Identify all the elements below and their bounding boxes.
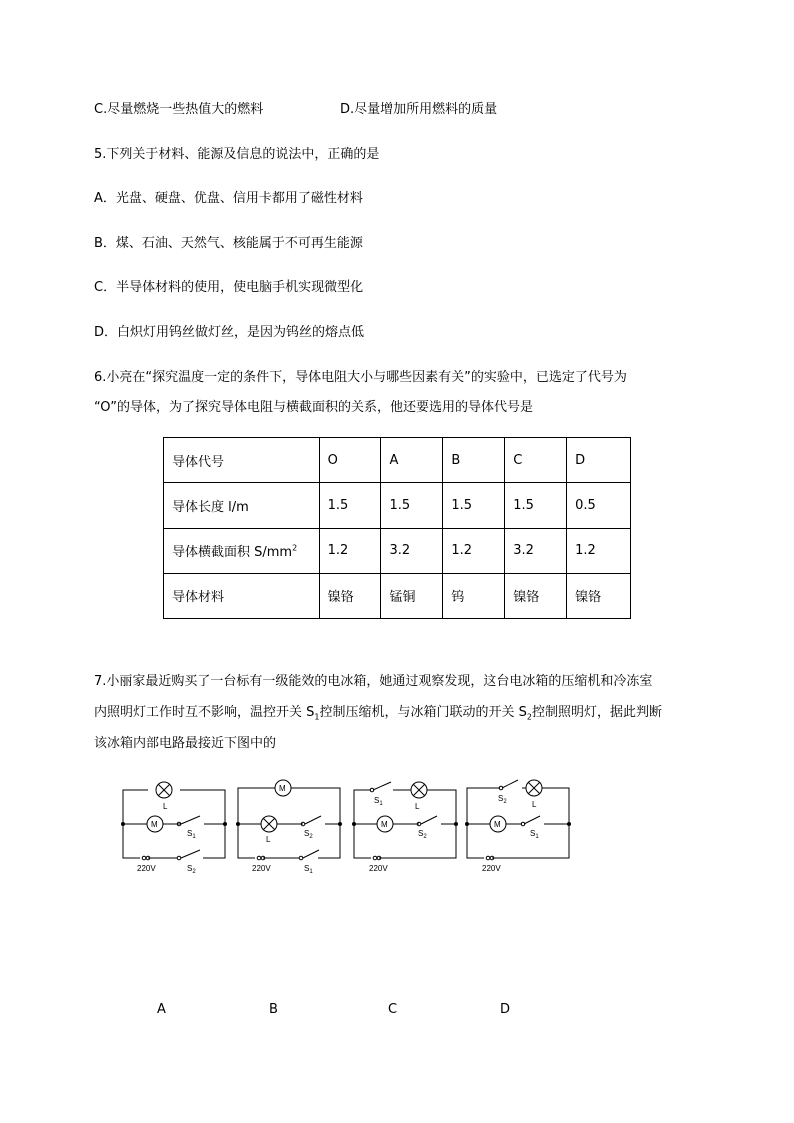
q6-stem-line2: “O”的导体，为了探究导体电阻与横截面积的关系，他还要选用的导体代号是 bbox=[94, 400, 534, 415]
table-cell: 1.2 bbox=[319, 528, 381, 573]
table-cell: 钨 bbox=[443, 573, 505, 618]
table-row bbox=[164, 483, 631, 528]
circuit-diagram-b bbox=[233, 778, 345, 878]
q4-option-c: C.尽量燃烧一些热值大的燃料 bbox=[94, 102, 264, 117]
circuit-diagram-d bbox=[462, 778, 574, 878]
row-label-length: 导体长度 l/m bbox=[164, 483, 320, 528]
table-cell: 1.5 bbox=[505, 483, 567, 528]
svg-text:S2: $S_2$ bbox=[418, 829, 427, 840]
conductor-table bbox=[163, 437, 631, 619]
table-cell: 1.5 bbox=[381, 483, 443, 528]
svg-text:S2: $S_2$ bbox=[187, 864, 196, 875]
motor-label: M bbox=[494, 820, 501, 829]
voltage-label: 220V bbox=[252, 864, 271, 873]
q7-line1: 7.小丽家最近购买了一台标有一级能效的电冰箱，她通过观察发现，这台电冰箱的压缩机和冷冻室 bbox=[94, 674, 653, 689]
q5-option-a: A．光盘、硬盘、优盘、信用卡都用了磁性材料 bbox=[94, 191, 363, 206]
voltage-label: 220V bbox=[482, 864, 501, 873]
q5-option-b: B．煤、石油、天然气、核能属于不可再生能源 bbox=[94, 236, 363, 251]
table-row bbox=[164, 528, 631, 573]
table-cell: A bbox=[381, 438, 443, 483]
svg-text:S2: $S_2$ bbox=[304, 829, 313, 840]
motor-label: M bbox=[279, 784, 286, 793]
table-row bbox=[164, 573, 631, 618]
voltage-label: 220V bbox=[137, 864, 156, 873]
svg-text:S2: $S_2$ bbox=[498, 794, 507, 805]
lamp-label: L bbox=[163, 802, 168, 811]
choice-d-label: D bbox=[500, 1002, 511, 1017]
table-cell: C bbox=[505, 438, 567, 483]
choice-a-label: A bbox=[157, 1002, 166, 1017]
q4-option-d: D.尽量增加所用燃料的质量 bbox=[340, 102, 498, 117]
q7-line2: 内照明灯工作时互不影响，温控开关 $S_1$控制压缩机，与冰箱门联动的开关 $S_2$控制照明灯，据此判断 bbox=[94, 705, 662, 722]
choice-b-label: B bbox=[269, 1002, 278, 1017]
table-cell: D bbox=[567, 438, 631, 483]
motor-label: M bbox=[151, 820, 158, 829]
svg-text:S1: $S_1$ bbox=[530, 829, 539, 840]
svg-text:S1: $S_1$ bbox=[374, 796, 383, 807]
table-cell: 镍铬 bbox=[505, 573, 567, 618]
table-cell: 镍铬 bbox=[567, 573, 631, 618]
table-row bbox=[164, 438, 631, 483]
table-cell: B bbox=[443, 438, 505, 483]
q6-stem-line1: 6.小亮在“探究温度一定的条件下，导体电阻大小与哪些因素有关”的实验中，已选定了代号为 bbox=[94, 370, 627, 385]
lamp-label: L bbox=[532, 800, 537, 809]
table-cell: 1.5 bbox=[443, 483, 505, 528]
row-label-area: 导体横截面积 $S/mm^2$ bbox=[164, 528, 320, 573]
table-cell: 1.2 bbox=[567, 528, 631, 573]
motor-label: M bbox=[381, 820, 388, 829]
q5-option-d: D．白炽灯用钨丝做灯丝，是因为钨丝的熔点低 bbox=[94, 325, 365, 340]
q5-stem: 5.下列关于材料、能源及信息的说法中，正确的是 bbox=[94, 147, 380, 162]
svg-text:S1: $S_1$ bbox=[187, 829, 196, 840]
circuit-diagram-a bbox=[118, 778, 230, 878]
table-cell: O bbox=[319, 438, 381, 483]
q7-line3: 该冰箱内部电路最接近下图中的 bbox=[94, 736, 277, 751]
lamp-label: L bbox=[266, 835, 271, 844]
table-cell: 1.2 bbox=[443, 528, 505, 573]
table-cell: 1.5 bbox=[319, 483, 381, 528]
table-cell: 锰铜 bbox=[381, 573, 443, 618]
table-cell: 3.2 bbox=[505, 528, 567, 573]
lamp-label: L bbox=[415, 802, 420, 811]
voltage-label: 220V bbox=[369, 864, 388, 873]
row-label-material: 导体材料 bbox=[164, 573, 320, 618]
row-label-code: 导体代号 bbox=[164, 438, 320, 483]
table-cell: 镍铬 bbox=[319, 573, 381, 618]
table-cell: 3.2 bbox=[381, 528, 443, 573]
choice-c-label: C bbox=[388, 1002, 398, 1017]
svg-text:S1: $S_1$ bbox=[304, 864, 313, 875]
circuit-diagram-c bbox=[349, 778, 461, 878]
q5-option-c: C．半导体材料的使用，使电脑手机实现微型化 bbox=[94, 280, 364, 295]
table-cell: 0.5 bbox=[567, 483, 631, 528]
